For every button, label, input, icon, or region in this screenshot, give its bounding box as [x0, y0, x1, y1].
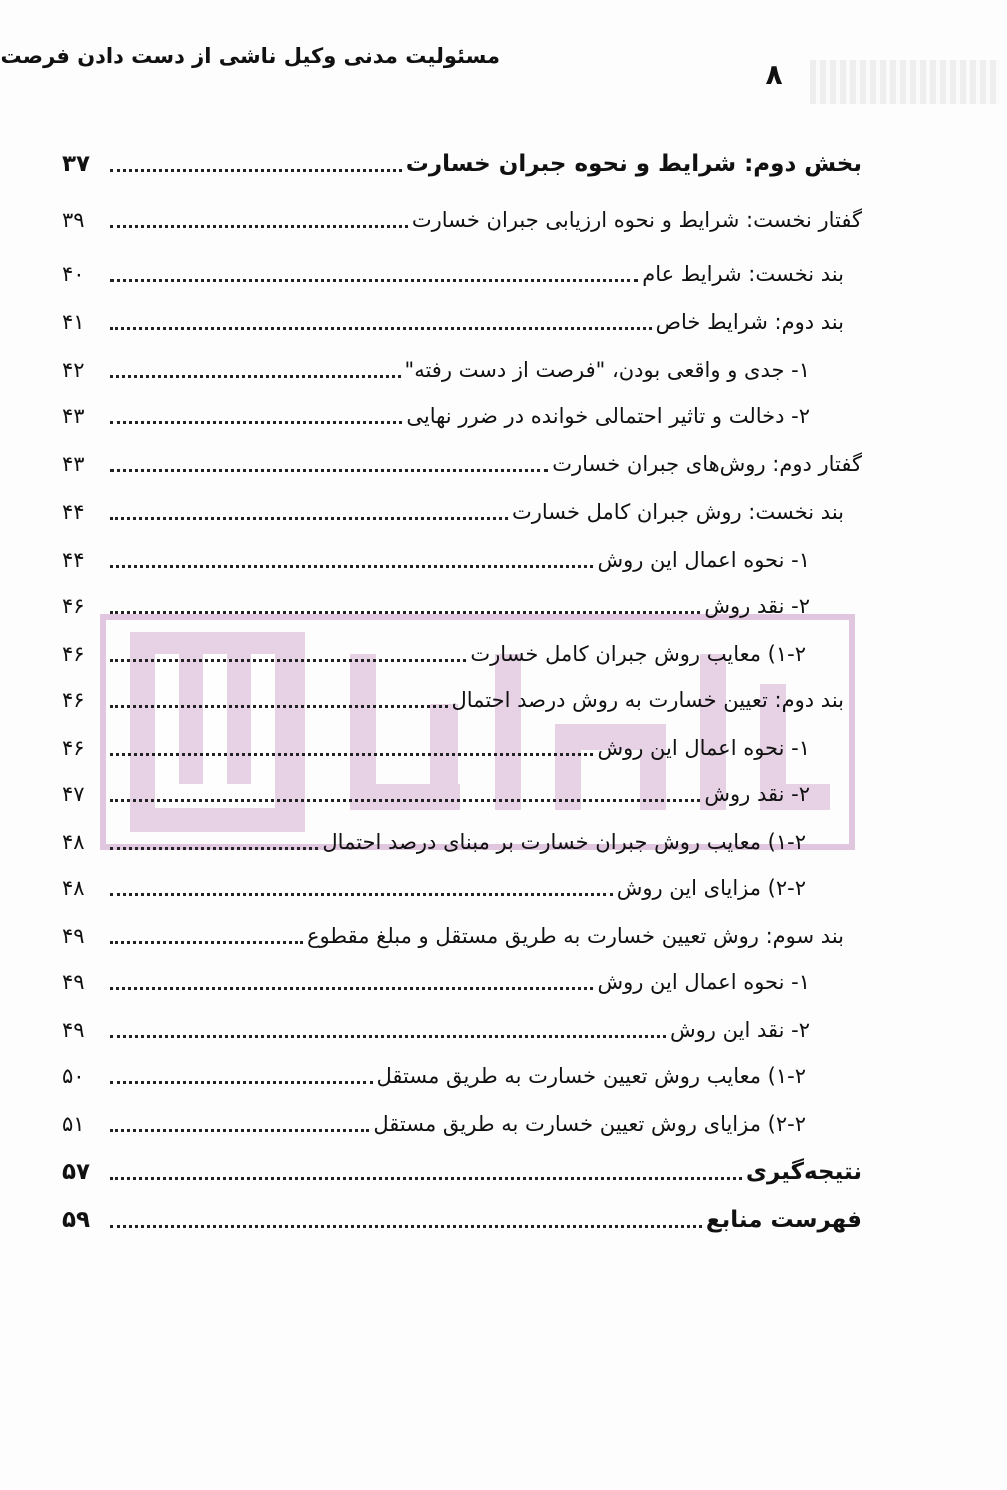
toc-entry: [62, 436, 862, 482]
toc-entry: [62, 672, 862, 718]
toc-entry-page-number: ۴۷: [62, 782, 85, 806]
toc-entry-page-number: ۴۴: [62, 548, 85, 572]
toc-entry-title: بخش دوم: شرایط و نحوه جبران خسارت: [405, 151, 862, 177]
toc-entry: [62, 578, 862, 624]
toc-entry-page-number: ۴۶: [62, 688, 85, 712]
toc-dot-leader: [110, 421, 402, 424]
toc-entry: [62, 1192, 862, 1238]
toc-entry-title: ۱-۲) معایب روش جبران کامل خسارت: [470, 642, 806, 666]
toc-entry: [62, 192, 862, 238]
toc-entry: [62, 954, 862, 1000]
toc-dot-leader: [110, 565, 593, 568]
toc-entry-page-number: ۴۹: [62, 924, 85, 948]
toc-entry-title: ۲- نقد روش: [704, 782, 810, 806]
toc-entry-page-number: ۵۰: [62, 1064, 85, 1088]
toc-dot-leader: [110, 279, 638, 282]
toc-entry: [62, 1048, 862, 1094]
toc-entry-title: بند سوم: روش تعیین خسارت به طریق مستقل و مبلغ مقطوع: [307, 924, 844, 948]
toc-entry-page-number: ۴۶: [62, 736, 85, 760]
toc-entry-page-number: ۵۱: [62, 1112, 85, 1136]
toc-dot-leader: [110, 705, 448, 708]
toc-dot-leader: [110, 375, 401, 378]
toc-entry: [62, 484, 862, 530]
toc-entry: [62, 294, 862, 340]
toc-entry: [62, 1096, 862, 1142]
toc-entry-title: ۱- نحوه اعمال این روش: [597, 548, 810, 572]
toc-entry: [62, 766, 862, 812]
toc-entry: [62, 342, 862, 388]
toc-dot-leader: [110, 517, 508, 520]
toc-entry-page-number: ۴۲: [62, 358, 85, 382]
toc-entry-title: ۱-۲) معایب روش جبران خسارت بر مبنای درصد احتمال: [322, 830, 806, 854]
toc-entry-title: ۲- دخالت و تاثیر احتمالی خوانده در ضرر نهایی: [406, 404, 810, 428]
toc-dot-leader: [110, 1081, 373, 1084]
toc-entry-title: ۱-۲) معایب روش تعیین خسارت به طریق مستقل: [376, 1064, 806, 1088]
toc-entry-page-number: ۴۶: [62, 642, 85, 666]
toc-entry-title: ۲- نقد این روش: [670, 1018, 810, 1042]
toc-entry-page-number: ۴۶: [62, 594, 85, 618]
toc-entry-page-number: ۴۳: [62, 404, 85, 428]
toc-entry: [62, 388, 862, 434]
toc-dot-leader: [110, 1177, 742, 1180]
toc-entry-title: ۱- نحوه اعمال این روش: [597, 736, 810, 760]
toc-entry-title: ۲-۲) مزایای روش تعیین خسارت به طریق مستقل: [373, 1112, 806, 1136]
toc-dot-leader: [110, 169, 402, 172]
toc-entry-title: ۱- نحوه اعمال این روش: [597, 970, 810, 994]
toc-entry: [62, 720, 862, 766]
toc-entry-page-number: ۴۴: [62, 500, 85, 524]
toc-entry: [62, 908, 862, 954]
toc-dot-leader: [110, 847, 318, 850]
toc-entry: [62, 814, 862, 860]
toc-entry: [62, 532, 862, 578]
toc-dot-leader: [110, 893, 613, 896]
toc-dot-leader: [110, 1035, 666, 1038]
toc-entry-page-number: ۵۹: [62, 1207, 91, 1233]
toc-entry-title: بند نخست: شرایط عام: [642, 262, 844, 286]
toc-entry-page-number: ۴۳: [62, 452, 85, 476]
toc-dot-leader: [110, 799, 700, 802]
toc-entry-page-number: ۵۷: [62, 1159, 91, 1185]
toc-entry-page-number: ۴۸: [62, 830, 85, 854]
toc-entry-title: نتیجه‌گیری: [745, 1159, 862, 1185]
toc-entry-title: فهرست منابع: [705, 1207, 862, 1233]
toc-dot-leader: [110, 225, 408, 228]
toc-entry-page-number: ۴۱: [62, 310, 85, 334]
toc-entry-title: ۱- جدی و واقعی بودن، "فرصت از دست رفته": [404, 358, 810, 382]
running-title: مسئولیت مدنی وکیل ناشی از دست دادن فرصت: [0, 44, 500, 68]
toc-dot-leader: [110, 941, 303, 944]
toc-dot-leader: [110, 611, 700, 614]
toc-entry-title: بند نخست: روش جبران کامل خسارت: [511, 500, 844, 524]
toc-entry-title: ۲- نقد روش: [704, 594, 810, 618]
toc-entry-title: ۲-۲) مزایای این روش: [616, 876, 806, 900]
toc-entry: [62, 246, 862, 292]
toc-dot-leader: [110, 753, 593, 756]
toc-entry: [62, 136, 862, 182]
toc-dot-leader: [110, 659, 466, 662]
page-number: ۸: [765, 58, 783, 91]
toc-entry: [62, 626, 862, 672]
toc-entry: [62, 860, 862, 906]
toc-entry-title: گفتار نخست: شرایط و نحوه ارزیابی جبران خسارت: [411, 208, 862, 232]
toc-entry-page-number: ۳۹: [62, 208, 85, 232]
toc-entry-page-number: ۴۹: [62, 1018, 85, 1042]
toc-dot-leader: [110, 1225, 702, 1228]
toc-dot-leader: [110, 327, 652, 330]
toc-dot-leader: [110, 1129, 369, 1132]
toc-entry-title: بند دوم: شرایط خاص: [655, 310, 844, 334]
toc-dot-leader: [110, 469, 548, 472]
toc-entry: [62, 1002, 862, 1048]
toc-entry-title: گفتار دوم: روش‌های جبران خسارت: [552, 452, 862, 476]
toc-entry-page-number: ۳۷: [62, 151, 91, 177]
toc-entry-page-number: ۴۹: [62, 970, 85, 994]
toc-entry-page-number: ۴۰: [62, 262, 85, 286]
toc-dot-leader: [110, 987, 593, 990]
toc-entry-page-number: ۴۸: [62, 876, 85, 900]
toc-entry-title: بند دوم: تعیین خسارت به روش درصد احتمال: [451, 688, 844, 712]
toc-entry: [62, 1144, 862, 1190]
header-scan-artifact: [810, 60, 1000, 104]
